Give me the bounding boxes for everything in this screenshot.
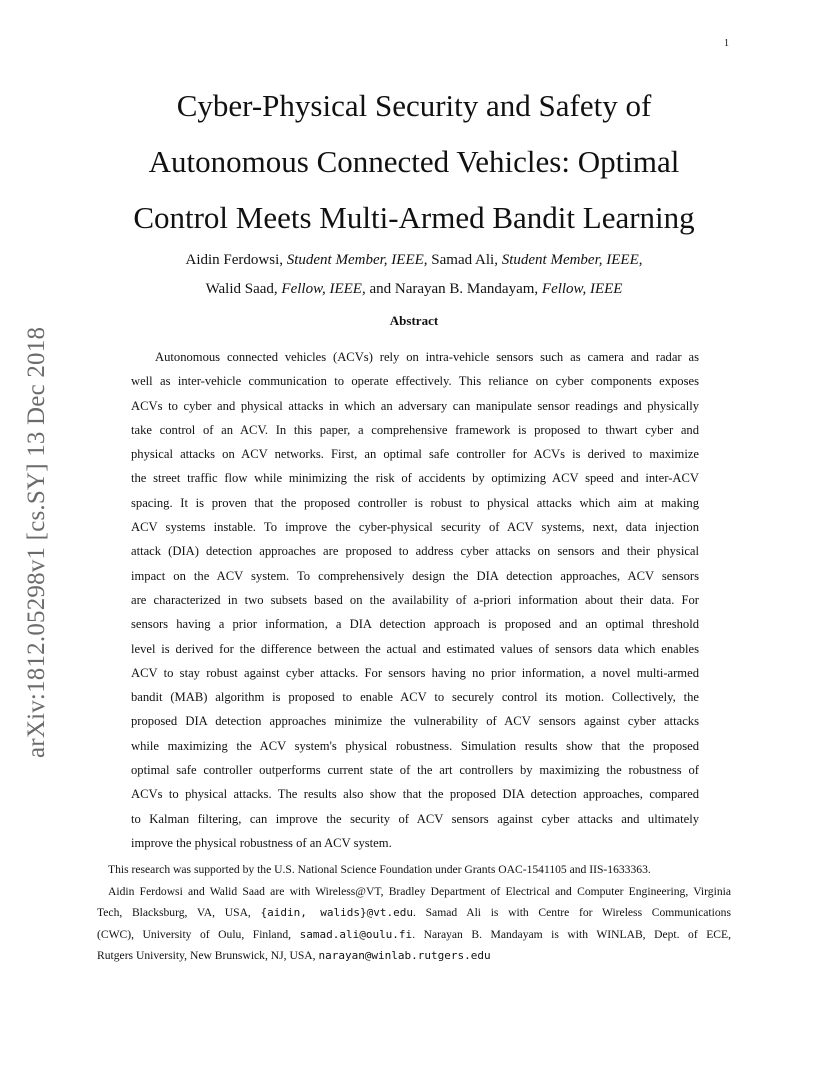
author-name: , Samad Ali, [423, 252, 498, 268]
abstract-line: physical attacks on ACV networks. First, an optimal safe controller for ACVs is derived to maximize [131, 447, 699, 462]
abstract-line: ACVs to physical attacks. The results also show that the proposed DIA detection approaches, compared [131, 787, 699, 802]
affiliation-text: . Narayan B. Mandayam is with WINLAB, Dept. of ECE, [412, 927, 731, 941]
affiliation-text: (CWC), University of Oulu, Finland, [97, 927, 300, 941]
abstract-line: improve the physical robustness of an ACV system. [131, 835, 392, 850]
abstract-line: ACV systems instable. To improve the cyber-physical security of ACV systems, next, data injection [131, 520, 699, 535]
author-membership: Student Member, IEEE [501, 252, 639, 268]
abstract-line: spacing. It is proven that the proposed controller is robust to physical attacks which aim at making [131, 495, 699, 510]
affiliation-line [97, 945, 731, 967]
author-name: , and Narayan B. Mandayam, [361, 281, 539, 297]
affiliation-text: Tech, Blacksburg, VA, USA, [97, 906, 261, 919]
abstract-line: while maximizing the ACV system's physical robustness. Simulation results show that the proposed [131, 738, 699, 753]
footnotes [97, 859, 731, 967]
title-line: Control Meets Multi-Armed Bandit Learning [133, 200, 695, 235]
abstract-line: attack (DIA) detection approaches are proposed to address cyber attacks on sensors and their physical [131, 544, 699, 559]
author-membership: Fellow, IEEE [541, 281, 623, 297]
abstract-line: well as inter-vehicle communication to operate effectively. This reliance on cyber components exposes [131, 374, 699, 389]
author-list [80, 246, 748, 304]
email-link[interactable]: samad.ali@oulu.fi [299, 927, 413, 941]
abstract-line: to Kalman filtering, can improve the security of ACV sensors against cyber attacks and ultimately [131, 811, 699, 826]
affiliation-line [97, 902, 731, 924]
abstract-line: Autonomous connected vehicles (ACVs) rely on intra-vehicle sensors such as camera and radar as [155, 350, 699, 364]
email-link[interactable]: narayan@winlab.rutgers.edu [318, 949, 491, 962]
title-line: Autonomous Connected Vehicles: Optimal [148, 144, 680, 179]
affiliation-text: Rutgers University, New Brunswick, NJ, USA, [97, 949, 319, 962]
abstract-heading: Abstract [389, 313, 439, 328]
author-membership: Student Member, IEEE [286, 252, 424, 268]
author-line [80, 275, 748, 304]
abstract-line: the street traffic flow while minimizing the risk of accidents by optimizing ACV speed and inter-ACV [131, 471, 699, 486]
abstract-line: optimal safe controller outperforms current state of the art controllers by maximizing the robustness of [131, 763, 699, 778]
affiliation-line [97, 924, 731, 946]
arxiv-identifier-stamp: arXiv:1812.05298v1 [cs.SY] 13 Dec 2018 [23, 326, 50, 758]
abstract-line: bandit (MAB) algorithm is proposed to enable ACV to securely control its motion. Collectively, the [131, 690, 699, 705]
abstract-body [131, 345, 699, 855]
paper-title [100, 78, 728, 246]
abstract-line: ACVs to cyber and physical attacks in which an adversary can manipulate sensor readings and physically [131, 398, 699, 413]
abstract-line: level is derived for the difference between the actual and estimated values of sensors data which enables [131, 641, 699, 656]
email-link[interactable]: {aidin, walids}@vt.edu [260, 906, 414, 919]
author-membership: Fellow, IEEE [281, 281, 362, 297]
author-separator: , [638, 252, 643, 268]
author-name: Walid Saad, [205, 281, 278, 297]
title-line: Cyber-Physical Security and Safety of [176, 88, 652, 123]
affiliation-text: . Samad Ali is with Centre for Wireless Communications [413, 906, 731, 919]
abstract-line: are characterized in two subsets based on the availability of a-priori information about their data. For [131, 592, 699, 607]
affiliation-line: Aidin Ferdowsi and Walid Saad are with Wireless@VT, Bradley Department of Electrical and Computer Engineering, Virginia [108, 884, 731, 898]
abstract-line: proposed DIA detection approaches minimize the vulnerability of ACV sensors against cyber attacks [131, 714, 699, 729]
abstract-line: impact on the ACV system. To comprehensively design the DIA detection approaches, ACV sensors [131, 568, 699, 583]
page-number: 1 [724, 38, 729, 49]
author-line [80, 246, 748, 275]
abstract-line: take control of an ACV. In this paper, a comprehensive framework is proposed to thwart cyber and [131, 422, 699, 437]
abstract-line: ACV to stay robust against cyber attacks. For sensors having no prior information, a novel multi-armed [131, 665, 699, 680]
author-name: Aidin Ferdowsi, [185, 252, 283, 268]
funding-footnote: This research was supported by the U.S. National Science Foundation under Grants OAC-1541105 and IIS-1633363. [108, 863, 651, 876]
abstract-line: sensors having a prior information, a DIA detection approach is proposed and an optimal threshold [131, 617, 699, 632]
